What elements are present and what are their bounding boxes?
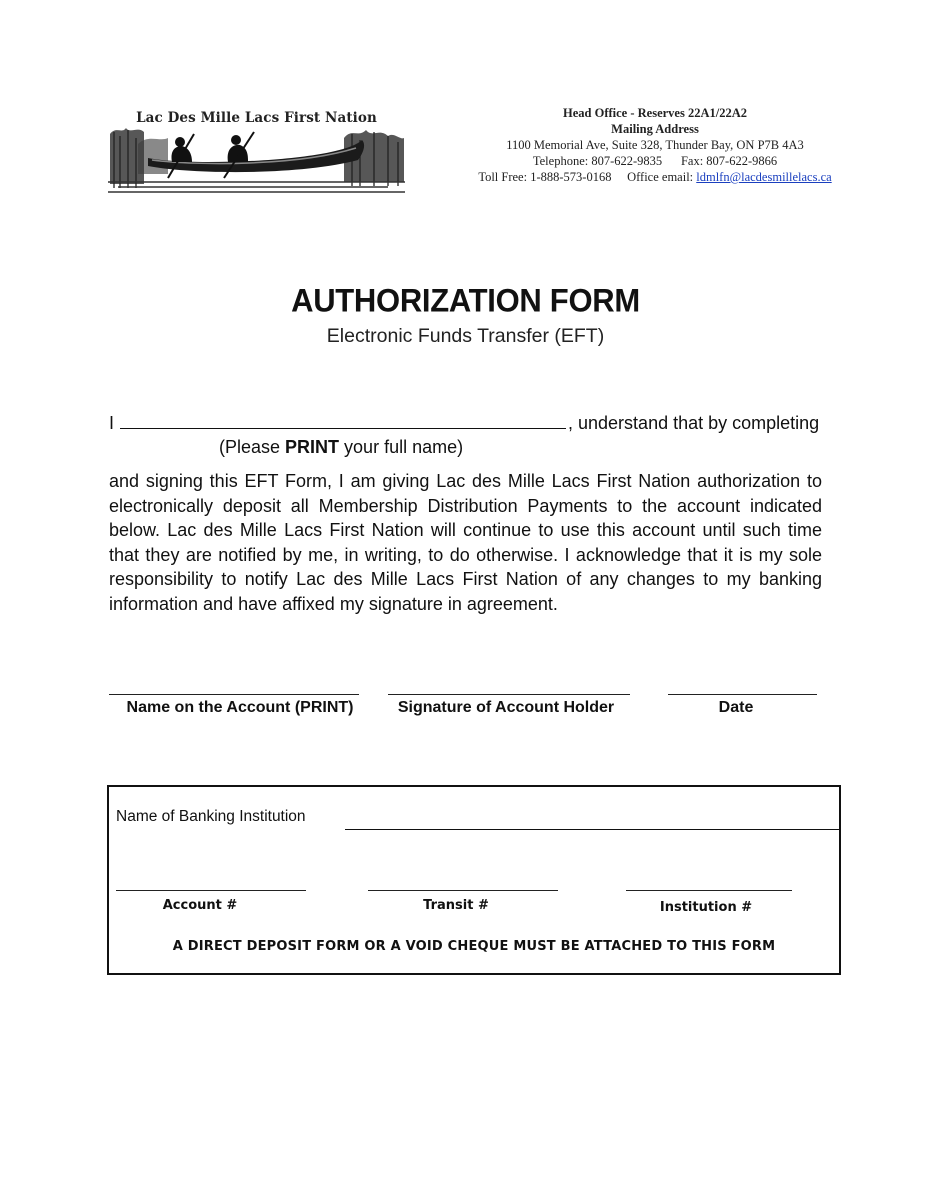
account-number-field[interactable] [116, 890, 306, 891]
line-prefix: I [109, 413, 115, 433]
street-address: 1100 Memorial Ave, Suite 328, Thunder Bay, ON P7B 4A3 [506, 138, 804, 152]
attachment-notice: A DIRECT DEPOSIT FORM OR A VOID CHEQUE MUST BE ATTACHED TO THIS FORM [172, 939, 776, 954]
fax: Fax: 807-622-9866 [680, 154, 778, 168]
form-subtitle: Electronic Funds Transfer (EFT) [326, 325, 605, 347]
email-label: Office email: [627, 170, 694, 184]
line-suffix: , understand that by completing [568, 413, 820, 433]
phone-fax-line [420, 153, 890, 169]
office-title: Head Office - Reserves 22A1/22A2 [563, 106, 747, 120]
full-name-field[interactable] [120, 412, 566, 429]
name-on-account-field[interactable] [109, 694, 359, 695]
print-name-hint: (Please PRINT your full name) [219, 437, 464, 457]
tollfree-email-line [420, 169, 890, 185]
institution-number-label: Institution # [659, 900, 753, 915]
org-logo [108, 104, 405, 194]
transit-number-label: Transit # [423, 898, 489, 913]
email-link[interactable]: ldmlfn@lacdesmillelacs.ca [696, 170, 832, 184]
office-address-block [420, 105, 890, 185]
toll-free: Toll Free: 1-888-573-0168 [478, 170, 612, 184]
mailing-label: Mailing Address [611, 122, 699, 136]
institution-number-field[interactable] [626, 890, 792, 891]
name-declaration-line [109, 412, 824, 434]
transit-number-field[interactable] [368, 890, 558, 891]
banking-institution-label: Name of Banking Institution [116, 808, 306, 825]
form-title: AUTHORIZATION FORM [291, 281, 640, 320]
authorization-paragraph: and signing this EFT Form, I am giving Lac des Mille Lacs First Nation authorization to electronically deposit all Membership Distribution Payments to the account indicated below. Lac des Mille Lacs First Nation will continue to use this account until such time that they are notified by me, in writing, to do otherwise. I acknowledge that it is my sole responsibility to notify Lac des Mille Lacs First Nation of any changes to my banking information and have affixed my signature in agreement. [109, 471, 822, 614]
date-label: Date [718, 699, 754, 716]
name-on-account-label: Name on the Account (PRINT) [126, 699, 354, 716]
banking-institution-field[interactable] [345, 829, 840, 830]
account-number-label: Account # [162, 898, 238, 913]
date-field[interactable] [668, 694, 817, 695]
signature-field[interactable] [388, 694, 630, 695]
telephone: Telephone: 807-622-9835 [532, 154, 663, 168]
signature-label: Signature of Account Holder [397, 699, 615, 716]
org-name: Lac Des Mille Lacs First Nation [136, 110, 377, 126]
